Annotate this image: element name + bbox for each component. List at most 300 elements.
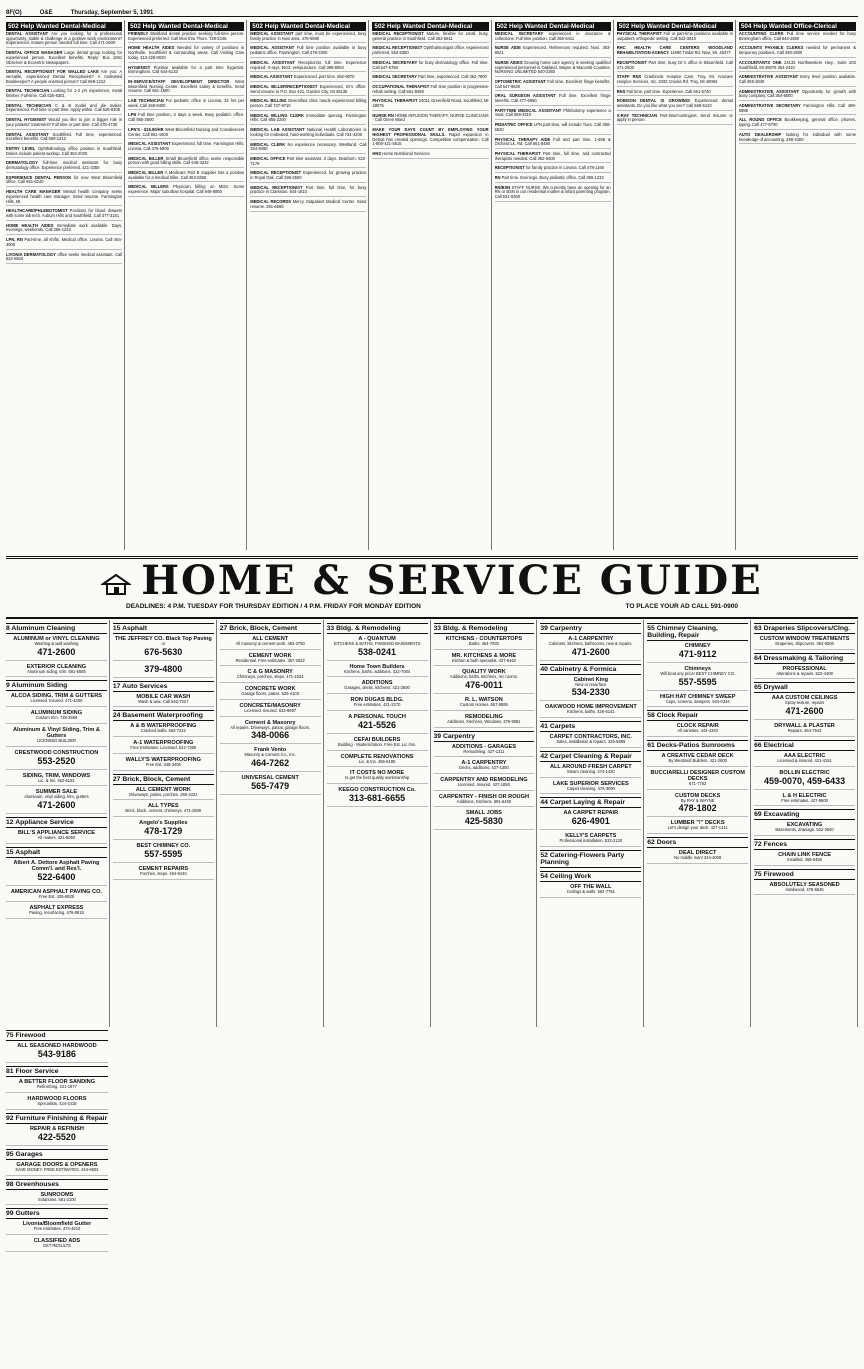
ad-title: MEDICAL SECRETARY xyxy=(494,31,544,36)
directory-section-header: 33 Bldg. & Remodeling xyxy=(327,623,428,634)
classified-ad xyxy=(372,152,488,159)
directory-section-header: 63 Draperies Slipcovers/Clng. xyxy=(754,623,855,634)
ad-title: WALLY'S WATERPROOFING xyxy=(125,756,201,763)
directory-ad xyxy=(327,770,428,784)
directory-section-header: 8 Aluminum Cleaning xyxy=(6,623,107,634)
ad-body: Garages, decks, kitchens. 421-2500 xyxy=(344,685,410,691)
ad-phone: 348-0066 xyxy=(251,730,290,741)
directory-section-header: 40 Cabinetry & Formica xyxy=(540,664,641,675)
ad-phone: 478-1802 xyxy=(678,803,717,814)
classified-ad xyxy=(495,176,611,183)
directory-ad xyxy=(754,882,855,896)
ad-title: AA CARPET REPAIR xyxy=(563,810,619,817)
ad-title: ACCOUNTING CLERK xyxy=(738,31,784,36)
ad-body: By Westland Builders. 421-2600 xyxy=(668,758,727,764)
ad-title: NURSE RN xyxy=(372,112,394,118)
ad-title: MEDICAL SECRETARY xyxy=(372,74,417,80)
ad-phone: 626-4901 xyxy=(571,816,610,827)
ad-body: Draperies, Slipcovers. 353-8006 xyxy=(775,641,834,646)
directory-ad xyxy=(327,787,428,807)
directory-ad xyxy=(647,666,748,691)
ad-body: Full or part-time positions available in outpatient orthopedic setting. Call 542-3910 xyxy=(616,31,733,41)
ad-body: Mercy Outpatient Medical Center. Send resume. 261-6560 xyxy=(250,199,367,209)
ad-title: OPTOMETRIC ASSISTANT xyxy=(494,78,546,84)
classified-ad xyxy=(739,90,856,101)
ad-body: Let's design your deck. 427-1411 xyxy=(667,825,728,831)
classified-columns xyxy=(6,20,858,550)
directory-section-header: 9 Aluminum Siding xyxy=(6,680,107,691)
ad-body: Ophthalmologist office, experienced preferred. 552-5350 xyxy=(372,45,489,56)
directory-section-header: 15 Asphalt xyxy=(113,623,214,634)
ad-title: MEDICAL BILLER xyxy=(128,155,164,161)
ad-body: Solariums. 581-2100 xyxy=(38,1196,76,1202)
directory-ad xyxy=(6,1126,108,1146)
directory-ad xyxy=(6,664,107,678)
ad-title: KELLY'S CARPETS xyxy=(565,833,617,840)
ad-body: Rapid expansion in Detroit has created openings. Competitive compensation. Call 1-800-421-5515 xyxy=(372,131,489,147)
banner-deadlines-row xyxy=(6,603,858,610)
ad-phone: 425-5830 xyxy=(464,816,503,827)
classified-ad xyxy=(6,147,122,158)
directory-section-header: 44 Carpet Laying & Repair xyxy=(540,797,641,808)
section-header: 502 Help Wanted Dental-Medical xyxy=(250,22,366,31)
directory-ad xyxy=(6,1079,108,1093)
classified-ad xyxy=(128,113,244,124)
ad-title: HARDWOOD FLOORS xyxy=(27,1096,87,1103)
ad-body: Full time position in progressive rehab setting. Call 661-8480 xyxy=(372,83,489,94)
ad-title: ALL CEMENT xyxy=(252,636,289,642)
ad-title: Frank Vento xyxy=(254,747,287,754)
classified-ad xyxy=(739,104,856,115)
classified-ad xyxy=(6,161,122,172)
ad-title: MEDICAL CLERK xyxy=(250,141,286,147)
classified-ad xyxy=(250,75,366,82)
ad-body: Caps, screens, dampers. 534-0334 xyxy=(665,698,730,704)
directory-ad xyxy=(6,727,107,747)
paper-name: O&E xyxy=(39,10,53,16)
ad-title: Livonia/Bloomfield Gutter xyxy=(22,1221,92,1228)
classified-ad xyxy=(250,46,366,57)
directory-ad xyxy=(113,866,214,880)
ad-phone: 565-7479 xyxy=(251,780,290,791)
ad-title: ADMINISTRATIVE SECRETARY xyxy=(738,103,801,109)
banner-place-ad: TO PLACE YOUR AD CALL 591-0900 xyxy=(625,603,738,610)
directory-ad xyxy=(754,723,855,737)
classified-ad xyxy=(617,99,733,110)
ad-body: looking for individual with some knowledge of accounting. 258-4300 xyxy=(738,131,857,142)
directory-ad xyxy=(220,720,321,745)
ad-title: ABSOLUTELY SEASONED xyxy=(769,881,840,888)
ad-title: CONCRETE/MASONRY xyxy=(239,702,301,709)
ad-body: Paving, resurfacing. 476-8815 xyxy=(29,910,84,916)
directory-column xyxy=(540,620,644,1027)
ad-body: National Health Laboratories is looking for motivated, hard-working individuals. Call 734-4200 xyxy=(250,127,367,137)
ad-title: BEST CHIMNEY CO. xyxy=(136,842,191,849)
ad-title: EXPERIENCE DENTAL PERSON xyxy=(6,174,72,180)
ad-body: Full time. Excellent fringe benefits. Call 547-9830 xyxy=(494,78,611,89)
ad-body: Southfield. Full time, experienced. Excellent benefits. Call 559-1212 xyxy=(6,131,123,142)
directory-section-header: 95 Garages xyxy=(6,1149,108,1160)
ad-body: Decks, additions. 427-1350 xyxy=(459,765,509,771)
ad-body: Kitchens, baths, additions. 422-7004 xyxy=(343,668,411,674)
ad-title: REPAIR & REFINISH xyxy=(29,1125,84,1132)
classified-ad xyxy=(250,171,366,182)
directory-section-header: 33 Bldg. & Remodeling xyxy=(434,623,535,634)
directory-ad xyxy=(113,636,214,661)
ad-title: PEDIATRIC OFFICE xyxy=(494,122,533,128)
ad-title: HOME HEALTH AIDES xyxy=(128,45,175,51)
directory-columns xyxy=(6,620,858,1360)
ad-body: Needed for variety of positions in Northville, Southfield & surrounding areas. Call Visiting Care today. 313-229-0020 xyxy=(128,45,245,60)
ad-body: Basements, drainage. 522-3640 xyxy=(775,827,834,833)
ad-title: CARPET CONTRACTORS, INC. xyxy=(549,734,632,741)
ad-title: SIDING, TRIM, WINDOWS xyxy=(22,772,91,779)
directory-ad xyxy=(6,830,107,844)
ad-phone: 553-2520 xyxy=(37,755,76,766)
ad-title: FRIENDLY xyxy=(128,31,149,36)
directory-ad xyxy=(434,636,535,650)
ad-title: MEDICAL BILLER xyxy=(128,170,164,176)
directory-column xyxy=(220,620,324,1027)
ad-body: 671-7762 xyxy=(689,780,707,786)
ad-body: STAFF NURSE. We currently have an opening for an RN or BSN in our residential mother & infant parenting program. Call 531-5300 xyxy=(494,184,611,200)
ad-title: IT COSTS NO MORE xyxy=(350,770,405,777)
ad-title: LPN'S - $15.50/HR xyxy=(128,126,164,132)
ad-phone: 471-2600 xyxy=(785,706,824,717)
ad-title: A - QUANTUM xyxy=(358,636,396,642)
ad-body: Sales, installation & repairs. 326-5899 xyxy=(556,739,626,745)
ad-body: Small Bloomfield office seeks responsible person with good billing skills. Call 646-4242 xyxy=(128,155,245,166)
ad-body: New or resurface xyxy=(575,681,607,687)
classified-ad xyxy=(617,114,733,125)
ad-phone: 478-1729 xyxy=(144,825,183,836)
directory-section-header: 15 Asphalt xyxy=(6,847,107,858)
ad-title: UNIVERSAL CEMENT xyxy=(241,774,299,781)
ad-phone: 459-0070, 459-6433 xyxy=(764,775,846,786)
classified-ad xyxy=(128,128,244,139)
classified-ad xyxy=(250,85,366,96)
classified-ad xyxy=(617,46,733,57)
directory-ad xyxy=(327,737,428,751)
ad-title: SUNROOMS xyxy=(40,1191,74,1198)
ad-body: part time, must be experienced, busy family practice in Novi area. 478-0080 xyxy=(250,31,367,41)
ad-title: MAKE YOUR DAYS COUNT BY EMPLOYING YOUR HIGHEST PROFESSIONAL SKILLS. xyxy=(372,127,489,137)
ad-title: REMODELING xyxy=(464,713,503,720)
ad-title: A & B WATERPROOFING xyxy=(130,723,197,730)
ad-phone: 534-2330 xyxy=(571,687,610,698)
classified-ad xyxy=(617,90,733,97)
ad-title: CUSTOM WINDOW TREATMENTS xyxy=(759,636,850,642)
ad-body: LICENSED BUILDER xyxy=(36,737,77,743)
ad-body: Diversified clinic needs experienced billing person. Call 737-8710 xyxy=(250,98,367,109)
classified-ad xyxy=(250,128,366,139)
classified-ad xyxy=(6,224,122,235)
ad-title: PHYSICAL THERAPIST xyxy=(494,150,541,156)
ad-body: Full time, part time. Experience. Call 661-6740 xyxy=(626,88,711,94)
ad-body: Part time, busy Dr.'s office in Bloomfield. Call 471-2600 xyxy=(616,59,733,70)
directory-column xyxy=(327,620,431,1027)
page-header-left xyxy=(6,10,153,16)
directory-ad xyxy=(647,850,748,864)
ad-body: KITCHENS & BATHS, FINISHED BASEMENTS xyxy=(333,641,421,646)
ad-body: Professional installation. 532-2130 xyxy=(559,838,623,844)
ad-body: All varieties. 444-4340 xyxy=(677,728,718,734)
directory-ad xyxy=(434,669,535,694)
directory-ad xyxy=(220,747,321,772)
ad-title: MEDICAL BILLER/RECEPTIONIST xyxy=(250,83,318,89)
ad-body: for new West Bloomfield office. Call 851-6240 xyxy=(6,174,123,185)
ad-body: Part time. Evenings. Busy pediatric office. Call 356-1233 xyxy=(501,175,604,181)
directory-section-header: 24 Basement Waterproofing xyxy=(113,710,214,721)
ad-title: ADMINISTRATIVE ASSISTANT xyxy=(738,74,799,80)
classified-ad xyxy=(372,46,488,57)
directory-ad xyxy=(220,636,321,650)
ad-title: AAA CUSTOM CEILINGS xyxy=(771,695,838,702)
ad-body: Entry level position available. Call 355-3040 xyxy=(738,74,856,84)
ad-title: CEFAI BUILDERS xyxy=(353,736,401,743)
ad-title: Home Town Builders xyxy=(349,663,405,670)
ad-body: Part time, full time, and contracted therapists needed. Call 362-0400 xyxy=(494,150,611,161)
ad-phone: 538-0241 xyxy=(358,646,397,657)
directory-ad xyxy=(327,714,428,734)
home-service-banner xyxy=(6,556,858,619)
directory-section-header: 72 Fences xyxy=(754,839,855,850)
ad-body: Lic. & Ins. 462-6181 xyxy=(38,777,75,783)
ad-title: CEMENT REPAIRS xyxy=(138,865,189,872)
ad-body: office seeks medical assistant. Call 522-6510 xyxy=(6,251,123,262)
directory-ad xyxy=(540,734,641,748)
directory-ad xyxy=(540,764,641,778)
ad-body: 24133 Northwestern Hwy., Suite 202 Southfield, MI 48075 354-2410 xyxy=(738,59,856,70)
ad-title: MEDICAL BILLERS xyxy=(128,184,169,190)
directory-ad xyxy=(647,694,748,708)
ad-phone: 471-2600 xyxy=(37,799,76,810)
classified-ad xyxy=(739,32,856,43)
classified-ad xyxy=(6,209,122,220)
ad-body: Refinishing. 421-1977 xyxy=(37,1084,77,1090)
ad-title: ACCOUNTS PAYABLE CLERKS xyxy=(738,45,804,51)
ad-title: MEDICAL RECEPTIONIST xyxy=(250,170,302,176)
ad-title: CUSTOM DECKS xyxy=(675,792,721,799)
ad-body: Masonry & Cement Co., Inc. xyxy=(244,752,296,758)
ad-title: ALL CEMENT WORK xyxy=(135,786,191,793)
directory-section-header: 81 Floor Service xyxy=(6,1066,108,1077)
directory-section-header: 64 Dressmaking & Tailoring xyxy=(754,653,855,664)
ad-body: Free estimates. 421-2270 xyxy=(353,702,401,708)
directory-ad xyxy=(6,636,107,661)
section-header: 502 Help Wanted Dental-Medical xyxy=(6,22,122,31)
ad-title: CONCRETE WORK xyxy=(244,686,296,693)
section-header: 502 Help Wanted Dental-Medical xyxy=(128,22,244,31)
ad-body: Free Estimates. Licensed. 522-7390 xyxy=(130,745,197,751)
directory-column xyxy=(113,620,217,1027)
ad-body: Alterations & repairs. 522-4408 xyxy=(776,670,833,676)
section-header: 502 Help Wanted Dental-Medical xyxy=(617,22,733,31)
house-icon xyxy=(101,573,131,595)
ad-body: Positions for blood drawers with some lab tech. Auburn Hills and Southfield. Call 377-3151 xyxy=(6,208,123,218)
directory-ad xyxy=(113,843,214,863)
ad-title: ENTRY LEVEL xyxy=(6,145,36,151)
ad-body: Steam cleaning. 474-1420 xyxy=(566,768,615,774)
directory-ad xyxy=(6,1238,108,1252)
directory-ad xyxy=(6,710,107,724)
ad-phone: 379-4800 xyxy=(144,663,183,674)
directory-ad xyxy=(220,686,321,700)
ad-title: BILL'S APPLIANCE SERVICE xyxy=(17,829,96,836)
ad-body: Growing home care agency is seeking qualified experienced personnel in Oakland, Wayne & Macomb Counties. NURSING UNLIMITED 540-2360 xyxy=(494,59,611,75)
directory-ad xyxy=(540,810,641,830)
ad-title: STAFF RNS xyxy=(616,74,642,80)
directory-ad xyxy=(113,787,214,801)
ad-title: MEDICAL LAB ASSISTANT xyxy=(250,127,305,133)
ad-title: MEDICAL RECEPTIONIST xyxy=(250,184,303,190)
directory-ad xyxy=(6,789,107,814)
ad-title: CLASSIFIED ADS xyxy=(33,1237,81,1244)
ad-body: Part time, experienced. Call 352-7800 xyxy=(418,74,487,80)
page-number: 8F(O) xyxy=(6,10,22,16)
ad-title: DEAL DIRECT xyxy=(678,849,717,856)
directory-section-header: 69 Excavating xyxy=(754,809,855,820)
ad-title: LUMBER "!" DECKS xyxy=(670,820,725,827)
ad-title: LAB TECHNICIAN xyxy=(128,98,164,104)
ad-title: MEDICAL SECRETARY xyxy=(372,59,418,65)
ad-body: Full time position available in busy pediatric office. Farmington. Call 478-3300 xyxy=(250,45,367,56)
ad-body: Remodeling. 427-1311 xyxy=(463,748,505,754)
ad-title: DENTAL TECHNICIAN xyxy=(6,102,52,108)
ad-body: Free Est. 435-6928 xyxy=(38,893,74,899)
directory-ad xyxy=(6,860,107,886)
ad-title: EXCAVATING xyxy=(786,822,823,829)
directory-ad xyxy=(540,704,641,718)
ad-title: PHYSICAL THERAPY AIDE xyxy=(494,136,551,142)
ad-title: HEALTH CARE MANAGER xyxy=(6,189,61,195)
directory-ad xyxy=(6,773,107,787)
ad-body: Washing & wall washing xyxy=(34,641,79,646)
ad-title: MEDICAL BILLING xyxy=(250,98,287,104)
directory-section-header: 41 Carpets xyxy=(540,721,641,732)
classified-column xyxy=(128,20,247,550)
classified-ad xyxy=(6,32,122,48)
directory-ad xyxy=(113,803,214,817)
ad-title: A-1 CARPENTRY xyxy=(568,636,614,642)
ad-body: Looking for 1-3 yrs experience, metal finisher. Full-time. Call 625-8301 xyxy=(6,88,123,99)
directory-ad xyxy=(754,666,855,680)
directory-ad xyxy=(113,740,214,754)
directory-ad xyxy=(754,695,855,720)
directory-ad xyxy=(647,753,748,767)
ad-title: SMALL JOBS xyxy=(465,810,502,817)
ad-title: OFF THE WALL xyxy=(570,883,612,890)
ad-body: SAVE MONEY. FREE ESTIMATES. 444-6503 xyxy=(15,1166,99,1172)
ad-body: Experienced. References required. Novi. 363-8021 xyxy=(494,45,611,56)
ad-title: DERMATOLOGY xyxy=(6,160,38,166)
ad-body: Receptionist, full time. Experience required. X-rays, EKG, venipuncture. Call 399-8063 xyxy=(250,59,367,70)
ad-body: experienced in insurance & collections. Full time position. Call 356-6411 xyxy=(494,31,611,41)
banner-title: HOME & SERVICE GUIDE xyxy=(141,557,763,604)
ad-title: EXTERIOR CLEANING xyxy=(26,663,87,670)
classified-ad xyxy=(495,123,611,134)
ad-body: Physician billing on MDS. Some experience. Major suburban hospital. Call 948-8860 xyxy=(128,184,245,195)
directory-section-header: 75 Firewood xyxy=(754,869,855,880)
ad-title: ALL ROUND OFFICE xyxy=(738,117,782,123)
classified-ad xyxy=(495,46,611,57)
ad-body: Additions, Kitchens. 691-6450 xyxy=(456,798,512,804)
ad-body: Brick, block, cement, chimneys. 471-2600 xyxy=(125,808,202,814)
directory-section-header: 52 Catering-Flowers Party Planning xyxy=(540,850,641,868)
directory-section-header: 92 Furniture Finishing & Repair xyxy=(6,1114,108,1122)
directory-ad xyxy=(113,664,214,678)
ad-phone: 313-681-6655 xyxy=(349,792,406,803)
ad-title: ALUMINUM or VINYL CLEANING xyxy=(13,636,100,642)
directory-section-header: 39 Carpentry xyxy=(434,731,535,742)
ad-body: Part time, full time, for busy practice in Clarkston. 644-1810 xyxy=(250,184,367,195)
ad-title: A-1 WATERPROOFING xyxy=(133,740,194,747)
ad-title: MEDICAL RECEPTIONIST xyxy=(372,31,424,36)
classified-ad xyxy=(128,171,244,182)
classified-ad xyxy=(372,99,488,110)
directory-ad xyxy=(647,820,748,834)
ad-title: ALL AROUND FRESH CARPET xyxy=(549,763,632,770)
directory-ad xyxy=(434,777,535,791)
directory-section-header: 27 Brick, Block, Cement xyxy=(220,623,321,634)
ad-title: RNS xyxy=(616,88,626,94)
classified-ad xyxy=(617,32,733,43)
ad-title: NURSE AIDES xyxy=(494,59,523,65)
directory-section-header: 62 Doors xyxy=(647,837,748,848)
ad-body: Custom trim. 728-2869 xyxy=(35,715,78,721)
directory-ad xyxy=(113,820,214,840)
directory-ad xyxy=(754,822,855,836)
ad-body: All masonry & cement work. 453-3750 xyxy=(235,641,305,646)
directory-section-header: 27 Brick, Block, Cement xyxy=(113,774,214,785)
ad-body: Additions, Kitchens, Windows. 375-9081 xyxy=(447,718,521,724)
classified-column xyxy=(372,20,491,550)
ad-body: Free estimates. 474-4610 xyxy=(33,1226,81,1232)
directory-ad xyxy=(434,760,535,774)
ad-body: Licensed. Insured. 532-8897 xyxy=(244,707,297,713)
ad-title: HEALTHCARE/PHLEBOTOMIST xyxy=(6,208,68,214)
ad-title: RHC HEALTH CARE CENTERS WOODLAND REHABILITATION AGENCY xyxy=(616,45,733,56)
classified-ad xyxy=(128,32,244,43)
classified-ad xyxy=(250,157,366,168)
classified-ad xyxy=(617,75,733,86)
ad-title: PROFESSIONAL xyxy=(782,665,827,672)
ad-body: GET RESULTS xyxy=(42,1242,71,1248)
ad-body: Experienced, for growing practice in Royal Oak. Call 286-2500 xyxy=(250,170,367,181)
section-header: 502 Help Wanted Dental-Medical xyxy=(495,22,611,31)
classified-ad xyxy=(6,70,122,86)
section-header: 504 Help Wanted Office-Clerical xyxy=(739,22,856,31)
ad-body: Are you looking for a professional opportunity, stable & challenge in a positive work environment? Experienced, mature person needed full time. Call 471-2600 xyxy=(6,31,123,46)
directory-ad xyxy=(327,636,428,661)
ad-body: Free Est. 348-3406 xyxy=(145,761,181,767)
banner-title-row xyxy=(6,559,858,603)
ad-title: MOBILE CAR WASH xyxy=(136,693,191,700)
directory-ad xyxy=(754,753,855,767)
ad-title: RN xyxy=(494,175,501,181)
directory-ad xyxy=(540,884,641,898)
classified-ad xyxy=(6,190,122,206)
ad-body: Opportunity for growth with busy company. Call 354-8500 xyxy=(738,88,857,99)
directory-ad xyxy=(754,636,855,650)
ad-title: BUCCIARELLI DESIGNER CUSTOM DECKS xyxy=(650,769,745,782)
ad-title: ASPHALT EXPRESS xyxy=(29,905,84,912)
ad-body: No experience necessary. Westland. Call 334-8490 xyxy=(250,141,367,152)
ad-body: Kitchen & bath specialist. 427-6462 xyxy=(451,657,517,663)
ad-title: QUALITY WORK xyxy=(462,669,506,676)
ad-body: Baths. 464-7930 xyxy=(468,641,499,646)
ad-phone: 557-5595 xyxy=(144,848,183,859)
